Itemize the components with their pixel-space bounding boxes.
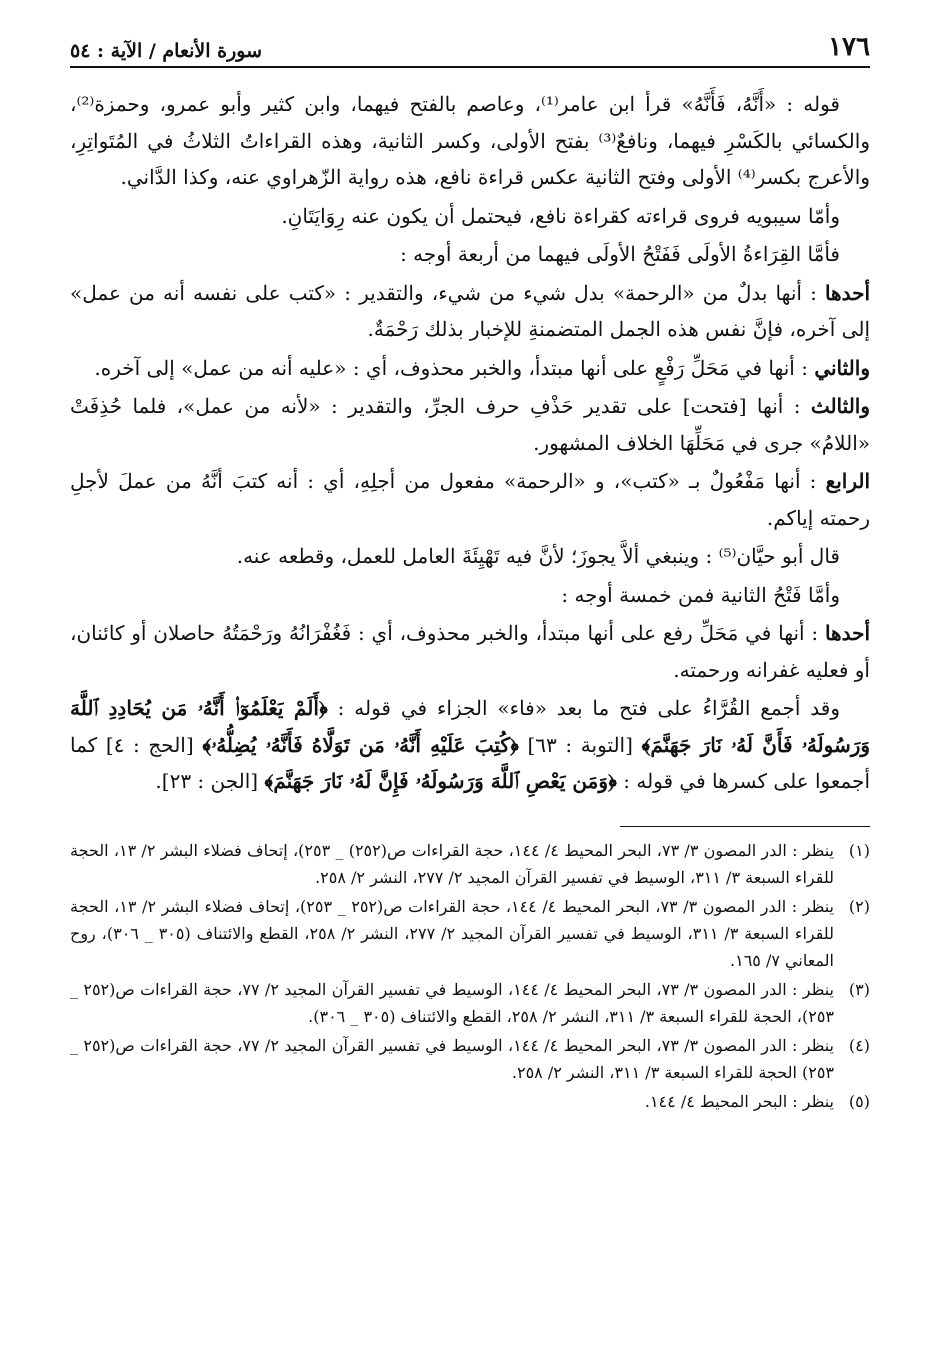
- paragraph: قال أبو حيَّان⁽⁵⁾ : وينبغي ألاَّ يجوزَ؛ لأنَّ فيه تَهْيِئَةَ العامل للعمل، وقطعه عنه.: [236, 544, 840, 568]
- paragraph: وأمّا سيبويه فروى قراءته كقراءة نافع، فيحتمل أن يكون عنه رِوَايَتَانِ.: [281, 203, 840, 228]
- paragraph-lead: والثالث: [810, 394, 870, 418]
- paragraph-lead: أحدها: [824, 621, 870, 645]
- paragraph: [70, 615, 870, 688]
- paragraph-text: [الحج : ٤] كما أجمعوا على كسرها في قوله :: [70, 732, 870, 793]
- footnotes: [70, 837, 870, 1115]
- footnote-text: ينظر : البحر المحيط ٤/ ١٤٤.: [644, 1091, 834, 1111]
- paragraph-text: : أنها مَفْعُولٌ بـ «كتب»، و «الرحمة» مفعول من أجلِهِ، أي : أنه كتبَ أنَّهُ من عملَ لأجلِ رحمته إياكم.: [70, 469, 870, 530]
- footnote: [70, 893, 870, 974]
- paragraph-text: : أنها [فتحت] على تقدير حَذْفِ حرف الجرِّ، والتقدير : «لأنه من عمل»، فلما حُذِفَتْ «اللامُ» جرى في مَحَلِّهَا الخلاف المشهور.: [70, 394, 870, 455]
- verse-reference: [التوبة : ٦٣]: [527, 732, 633, 757]
- page-header: [70, 28, 870, 68]
- paragraph: [70, 275, 870, 348]
- footnote-number: (١): [848, 840, 870, 860]
- footnote-number: (٣): [848, 979, 870, 999]
- footnote-text: ينظر : الدر المصون ٣/ ٧٣، البحر المحيط ٤/ ١٤٤، حجة القراءات ص(٢٥٢) _ ٢٥٣)، إتحاف فضلاء البشر ٢/ ١٣، الحجة للقراء السبعة ٣/ ٣١١، الوسيط في تفسير القرآن المجيد ٢/ ٢٧٧، النشر ٢/ ٢٥٨.: [70, 840, 834, 887]
- footnote-number: (٢): [848, 896, 870, 916]
- footnote-text: ينظر : الدر المصون ٣/ ٧٣، البحر المحيط ٤/ ١٤٤، الوسيط في تفسير القرآن المجيد ٢/ ٧٧، حجة القراءات ص(٢٥٢ _ ٢٥٣)، الحجة للقراء السبعة ٣/ ٣١١، النشر ٢/ ٢٥٨، القطع والائتناف (٣٠٥ _ ٣٠٦).: [70, 979, 835, 1026]
- paragraph-lead: الرابع: [825, 469, 871, 493]
- paragraph-text: : أنها في مَحَلِّ رَفْعٍ على أنها مبتدأ، والخبر محذوف، أي : «عليه أنه من عمل» إلى آخره.: [94, 355, 808, 380]
- paragraph: [70, 388, 870, 461]
- footnote-text: ينظر : الدر المصون ٣/ ٧٣، البحر المحيط ٤/ ١٤٤، حجة القراءات ص(٢٥٢ _ ٢٥٣)، إتحاف فضلاء البشر ٢/ ١٣، الحجة للقراء السبعة ٣/ ٣١١، الوسيط في تفسير القرآن المجيد ٢/ ٢٧٧، النشر ٢/ ٢٥٨، القطع والائتناف (٣٠٥ _ ٣٠٦)، روح المعاني ٧/ ١٦٥.: [70, 896, 835, 970]
- quran-verse: ﴿كُتِبَ عَلَيْهِ أَنَّهُۥ مَن تَوَلَّاهُ فَأَنَّهُۥ يُضِلُّهُۥ﴾: [202, 732, 519, 757]
- footnote-number: (٥): [848, 1091, 870, 1111]
- paragraph: [70, 690, 870, 800]
- page-number: ١٧٦: [828, 32, 870, 62]
- footnote-text: ينظر : الدر المصون ٣/ ٧٣، البحر المحيط ٤/ ١٤٤، الوسيط في تفسير القرآن المجيد ٢/ ٧٧، حجة القراءات ص(٢٥٢ _ ٢٥٣) الحجة للقراء السبعة ٣/ ٣١١، النشر ٢/ ٢٥٨.: [70, 1035, 835, 1082]
- footnote-separator: [620, 826, 870, 827]
- paragraph: [70, 350, 870, 387]
- quran-verse: ﴿أَلَمْ يَعْلَمُوٓا۟ أَنَّهُۥ مَن يُحَادِدِ ٱللَّهَ وَرَسُولَهُۥ فَأَنَّ لَهُۥ نَارَ جَهَنَّمَ﴾: [70, 696, 871, 757]
- quran-verse: ﴿وَمَن يَعْصِ ٱللَّهَ وَرَسُولَهُۥ فَإِنَّ لَهُۥ نَارَ جَهَنَّمَ﴾: [264, 769, 617, 793]
- footnote: [70, 976, 870, 1030]
- paragraph: [70, 463, 870, 536]
- verse-reference: [الجن : ٢٣].: [155, 769, 259, 793]
- paragraph: فأمَّا القِرَاءةُ الأولَى فَفَتْحُ الأولَى فيهما من أربعة أوجه :: [400, 242, 840, 266]
- paragraph: وأمَّا فَتْحُ الثانية فمن خمسة أوجه :: [561, 582, 840, 607]
- paragraph-text: : أنها بدلٌ من «الرحمة» بدل شيء من شيء، والتقدير : «كتب على نفسه أنه من عمل» إلى آخره، فإنَّ نفس هذه الجمل المتضمنةِ للإخبار بذلك رَحْمَةٌ.: [70, 280, 870, 341]
- paragraph: قوله : «أَنَّهُ، فَأَنَّهُ» قرأ ابن عامر⁽¹⁾، وعاصم بالفتح فيهما، وابن كثير وأبو عمرو، وحمزة⁽²⁾، والكسائي بالكَسْرِ فيهما، ونافعٌ⁽³⁾ بفتح الأولى، وكسر الثانية، وهذه القراءاتُ الثلاثُ في المُتَواتِرِ، والأعرج بكسر⁽⁴⁾ الأولى وفتح الثانية عكس قراءة نافع، هذه رواية الزّهراوي عنه، وكذا الدَّاني.: [70, 92, 870, 189]
- paragraph-lead: والثاني: [814, 355, 870, 380]
- footnote: [70, 837, 870, 891]
- footnote-number: (٤): [848, 1035, 870, 1055]
- paragraph-lead: أحدها: [824, 280, 871, 305]
- paragraph-text: وقد أجمع القُرَّاءُ على فتح ما بعد «فاء» الجزاء في قوله :: [337, 696, 840, 720]
- footnote: [70, 1032, 870, 1086]
- footnote: [70, 1088, 870, 1115]
- running-title: سورة الأنعام / الآية : ٥٤: [70, 40, 263, 62]
- main-text: [70, 86, 870, 800]
- paragraph-text: : أنها في مَحَلِّ رفع على أنها مبتدأ، والخبر محذوف، أي : فَغُفْرَانُهُ ورَحْمَتُهُ حاصلان أو كائنان، أو فعليه غفرانه ورحمته.: [70, 621, 870, 682]
